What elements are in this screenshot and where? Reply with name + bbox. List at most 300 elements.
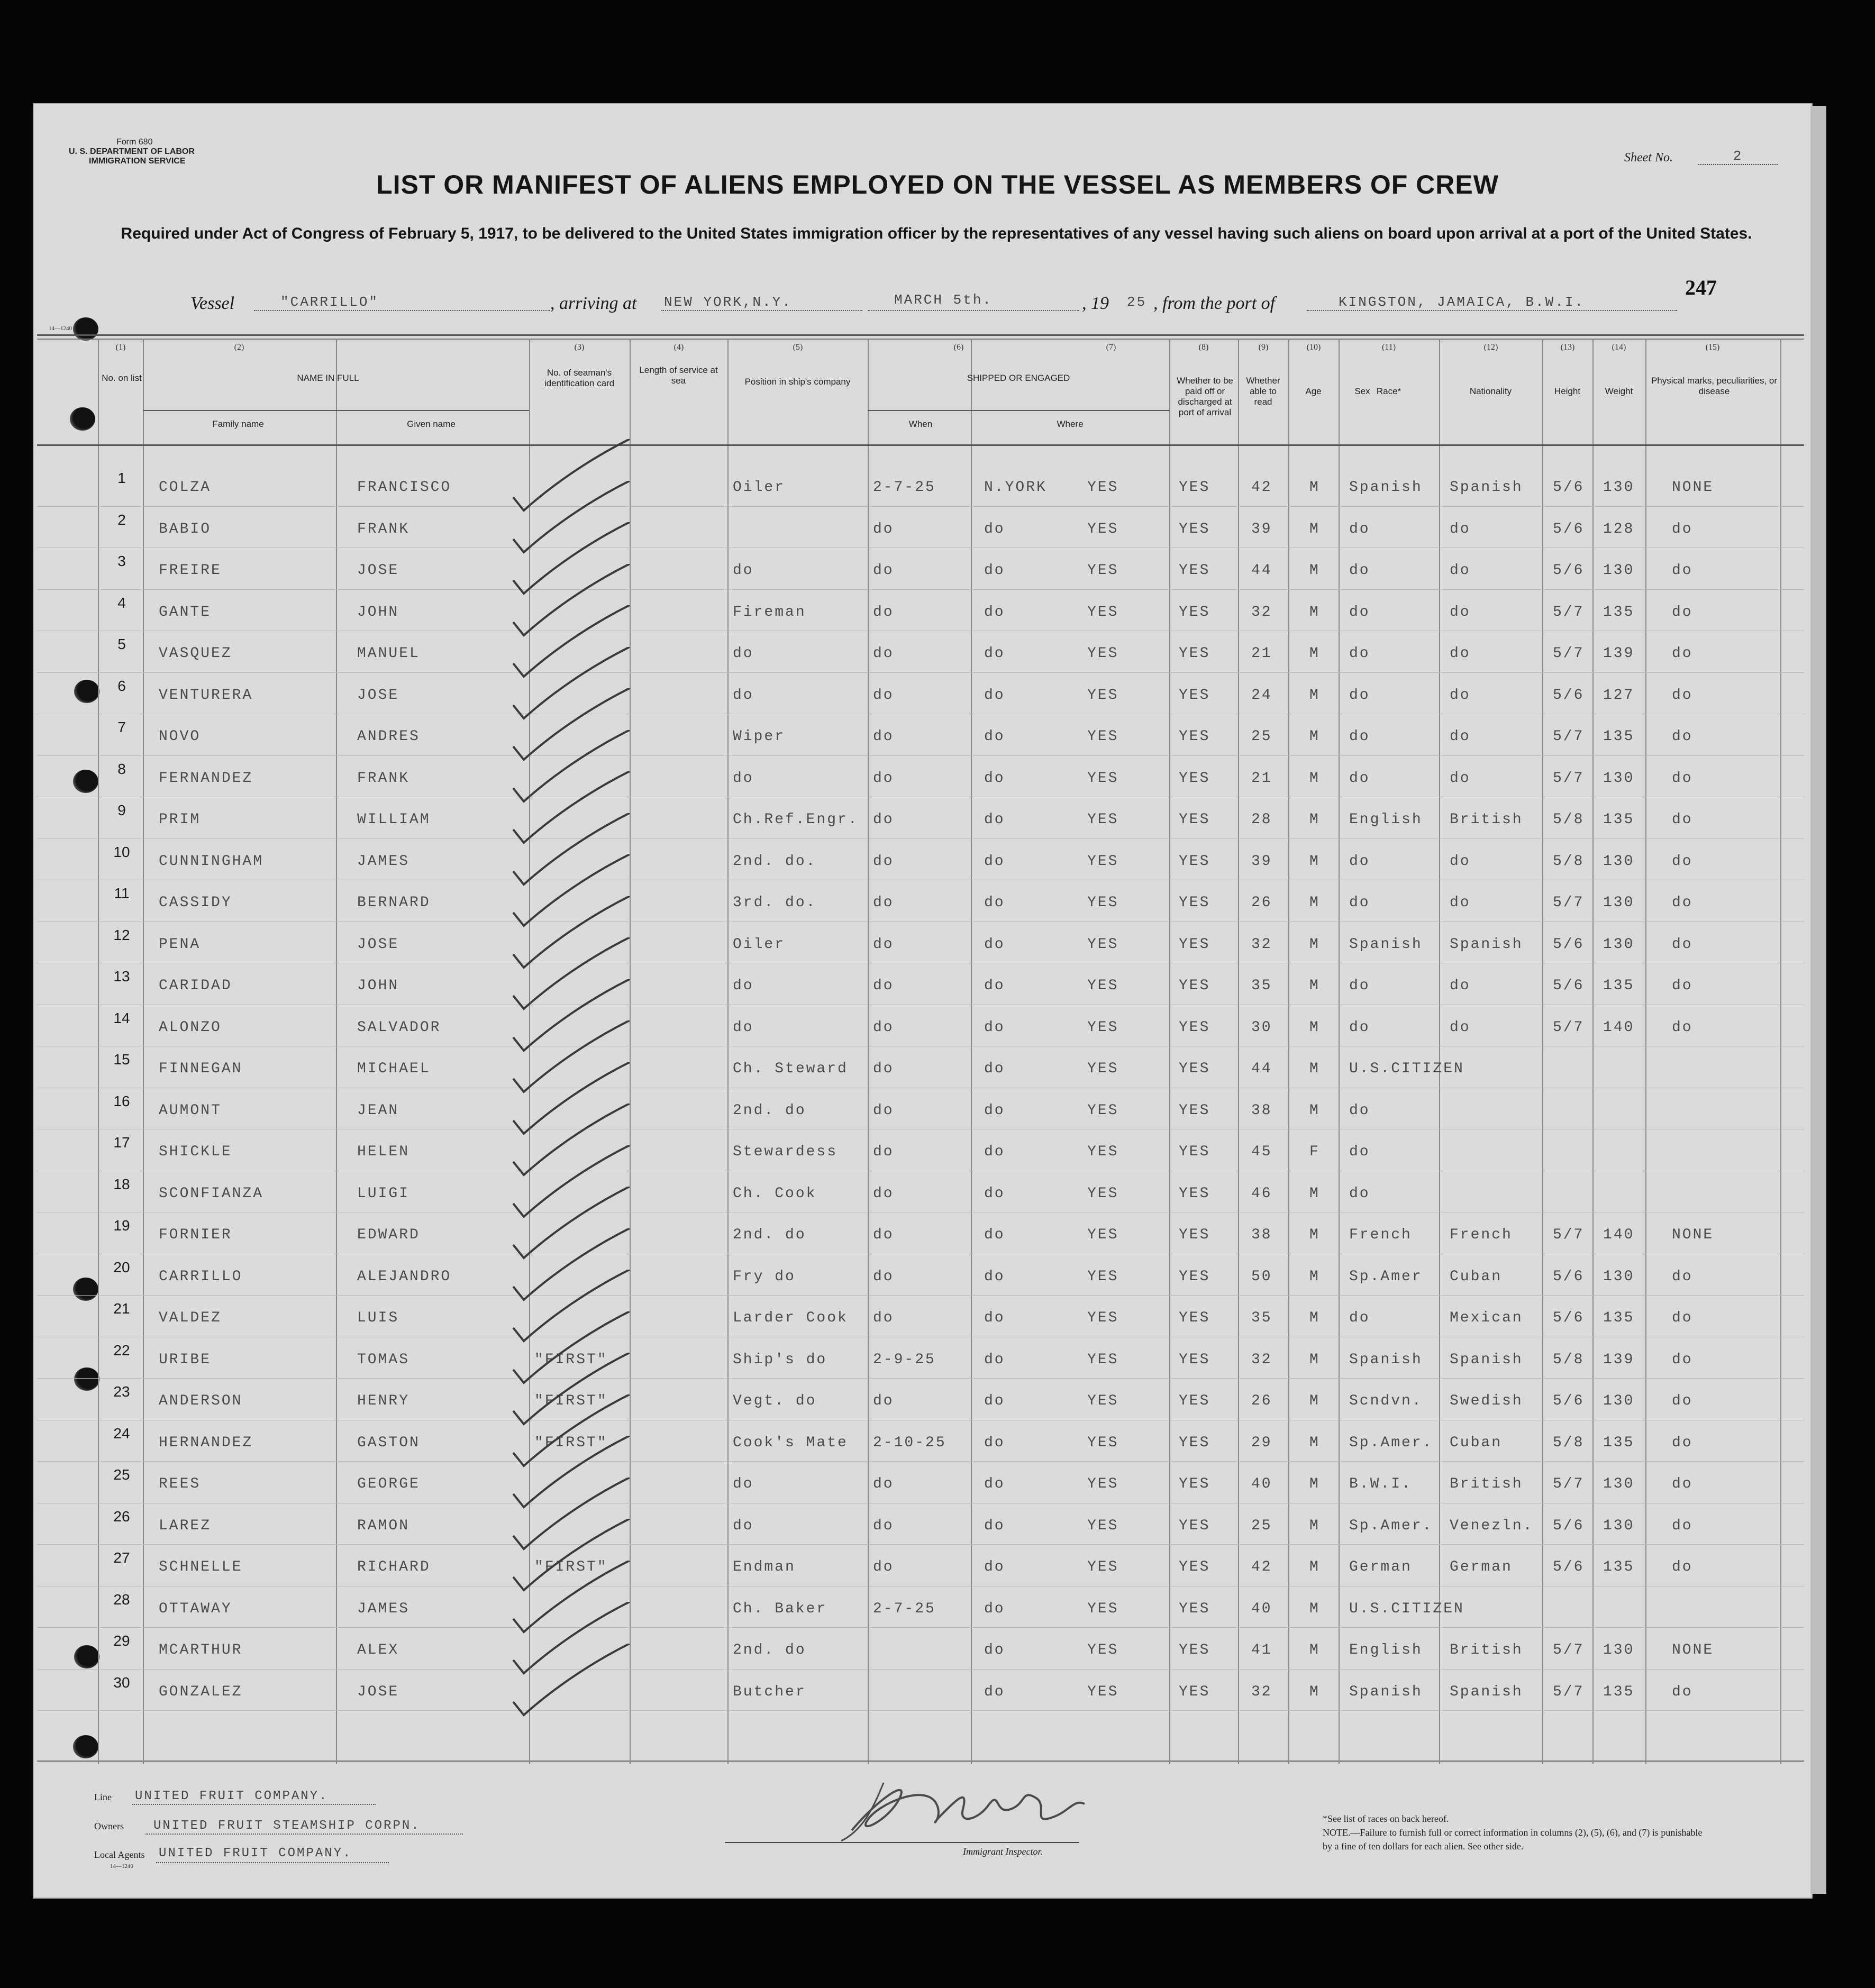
cell-nationality: Spanish <box>1450 479 1523 496</box>
cell-sex: M <box>1309 728 1320 745</box>
cell-sex: M <box>1309 1185 1320 1202</box>
cell-paid: YES <box>1087 1683 1119 1700</box>
column-number: (8) <box>1198 343 1209 352</box>
cell-given: JOSE <box>357 687 399 704</box>
cell-given: ALEJANDRO <box>357 1268 452 1285</box>
cell-nationality: Spanish <box>1450 1683 1523 1700</box>
top-rule <box>37 334 1804 336</box>
cell-age: 38 <box>1251 1227 1272 1243</box>
cell-weight: 130 <box>1603 1268 1635 1285</box>
cell-age: 45 <box>1251 1144 1272 1160</box>
cell-paid: YES <box>1087 1393 1119 1409</box>
line-label: Line <box>94 1792 112 1802</box>
arrival-year: 25 <box>1127 294 1147 310</box>
row-number: 18 <box>113 1175 130 1192</box>
cell-sex: M <box>1309 479 1320 496</box>
header-height: Height <box>1554 386 1581 396</box>
cell-family: URIBE <box>159 1351 212 1368</box>
note-text: —Failure to furnish full or correct information in columns (2), (5), (6), and (7) is punishable by a fine of ten dollars for each alien. See other side. <box>1323 1827 1703 1852</box>
cell-where: do <box>984 1434 1005 1451</box>
cell-weight: 135 <box>1603 1310 1635 1326</box>
agents-label: Local Agents <box>94 1849 145 1860</box>
row-rule <box>37 1710 1804 1711</box>
cell-read: YES <box>1179 1683 1210 1700</box>
cell-weight: 130 <box>1603 479 1635 496</box>
cell-family: OTTAWAY <box>159 1600 232 1617</box>
cell-sex: M <box>1309 811 1320 828</box>
cell-position: do <box>733 1517 754 1534</box>
cell-age: 35 <box>1251 1310 1272 1326</box>
cell-read: YES <box>1179 1600 1210 1617</box>
cell-where: do <box>984 728 1005 745</box>
cell-nationality: British <box>1450 1476 1523 1492</box>
column-rule <box>1542 339 1543 1764</box>
punch-hole <box>74 1367 99 1391</box>
cell-height: 5/6 <box>1553 1310 1585 1326</box>
cell-race: do <box>1349 562 1370 579</box>
column-number: (15) <box>1705 343 1720 352</box>
cell-marks: do <box>1672 1559 1693 1575</box>
row-number: 23 <box>113 1383 130 1400</box>
column-number: (14) <box>1612 343 1626 352</box>
cell-sex: M <box>1309 770 1320 787</box>
cell-position: Butcher <box>733 1683 806 1700</box>
cell-family: FERNANDEZ <box>159 770 253 787</box>
cell-family: CARIDAD <box>159 978 232 994</box>
cell-when: do <box>873 1019 894 1036</box>
cell-given: LUIS <box>357 1310 399 1326</box>
cell-age: 25 <box>1251 1517 1272 1534</box>
cell-where: do <box>984 770 1005 787</box>
cell-weight: 130 <box>1603 936 1635 953</box>
header-age: Age <box>1305 386 1322 396</box>
cell-when: do <box>873 728 894 745</box>
cell-read: YES <box>1179 1434 1210 1451</box>
column-rule <box>143 339 144 1764</box>
header-race: Race* <box>1376 386 1401 396</box>
cell-weight: 135 <box>1603 1559 1635 1575</box>
cell-marks: do <box>1672 1476 1693 1492</box>
cell-sex: M <box>1309 1351 1320 1368</box>
cell-when: do <box>873 1144 894 1160</box>
cell-where: do <box>984 1559 1005 1575</box>
cell-when: do <box>873 1268 894 1285</box>
cell-age: 30 <box>1251 1019 1272 1036</box>
cell-paid: YES <box>1087 1268 1119 1285</box>
cell-paid: YES <box>1087 1019 1119 1036</box>
cell-where: do <box>984 1102 1005 1119</box>
row-number: 20 <box>113 1259 130 1275</box>
cell-given: MANUEL <box>357 645 420 662</box>
cell-given: JEAN <box>357 1102 399 1119</box>
column-rule <box>1645 339 1646 1764</box>
cell-family: BABIO <box>159 521 212 537</box>
punch-hole <box>73 1278 98 1301</box>
cell-marks: NONE <box>1672 1227 1714 1243</box>
cell-given: TOMAS <box>357 1351 410 1368</box>
cell-when: do <box>873 645 894 662</box>
row-rule <box>37 1669 1804 1670</box>
cell-height: 5/7 <box>1553 728 1585 745</box>
cell-race: U.S.CITIZEN <box>1349 1061 1464 1077</box>
cell-paid: YES <box>1087 1517 1119 1534</box>
cell-where: do <box>984 1061 1005 1077</box>
cell-paid: YES <box>1087 1351 1119 1368</box>
line-underline <box>132 1804 376 1805</box>
header-given: Given name <box>407 419 456 429</box>
cell-given: BERNARD <box>357 895 431 911</box>
top-rule-thin <box>37 339 1804 340</box>
cell-age: 26 <box>1251 1393 1272 1409</box>
cell-paid: YES <box>1087 521 1119 537</box>
column-number: (13) <box>1560 343 1575 352</box>
cell-sex: M <box>1309 1434 1320 1451</box>
cell-when: do <box>873 521 894 537</box>
column-rule <box>1592 339 1594 1764</box>
column-rule <box>1780 339 1781 1764</box>
cell-nationality: Cuban <box>1450 1268 1503 1285</box>
departure-port: KINGSTON, JAMAICA, B.W.I. <box>1339 294 1585 310</box>
cell-family: MCARTHUR <box>159 1642 243 1658</box>
cell-where: do <box>984 853 1005 870</box>
cell-read: YES <box>1179 521 1210 537</box>
cell-paid: YES <box>1087 1476 1119 1492</box>
cell-weight: 139 <box>1603 1351 1635 1368</box>
cell-paid: YES <box>1087 1227 1119 1243</box>
cell-when: do <box>873 853 894 870</box>
header-when: When <box>908 419 933 429</box>
cell-given: LUIGI <box>357 1185 410 1202</box>
cell-race: Spanish <box>1349 1683 1423 1700</box>
row-number: 15 <box>113 1051 130 1068</box>
cell-when: 2-10-25 <box>873 1434 946 1451</box>
cell-race: German <box>1349 1559 1412 1575</box>
cell-when: do <box>873 1185 894 1202</box>
vessel-label: Vessel <box>190 294 235 313</box>
service-name: IMMIGRATION SERVICE <box>89 157 186 166</box>
cell-race: do <box>1349 1102 1370 1119</box>
vessel-name: "CARRILLO" <box>280 294 379 310</box>
cell-height: 5/6 <box>1553 1559 1585 1575</box>
cell-paid: YES <box>1087 1642 1119 1658</box>
cell-marks: do <box>1672 687 1693 704</box>
cell-where: do <box>984 521 1005 537</box>
page-number: 247 <box>1685 276 1717 299</box>
cell-where: do <box>984 1517 1005 1534</box>
punch-hole <box>74 1645 99 1668</box>
column-number: (11) <box>1381 343 1396 352</box>
cell-weight: 140 <box>1603 1227 1635 1243</box>
cell-when: do <box>873 1227 894 1243</box>
note-label: NOTE. <box>1323 1827 1351 1838</box>
cell-weight: 130 <box>1603 1393 1635 1409</box>
cell-paid: YES <box>1087 1559 1119 1575</box>
cell-family: VASQUEZ <box>159 645 232 662</box>
cell-family: SCHNELLE <box>159 1559 243 1575</box>
cell-given: ALEX <box>357 1642 399 1658</box>
cell-race: do <box>1349 1310 1370 1326</box>
cell-height: 5/7 <box>1553 770 1585 787</box>
cell-height: 5/8 <box>1553 1351 1585 1368</box>
cell-position: Fry do <box>733 1268 796 1285</box>
cell-weight: 139 <box>1603 645 1635 662</box>
cell-when: do <box>873 1517 894 1534</box>
cell-where: do <box>984 1310 1005 1326</box>
cell-sex: M <box>1309 687 1320 704</box>
cell-nationality: Swedish <box>1450 1393 1523 1409</box>
row-number: 12 <box>113 926 130 943</box>
header-name: NAME IN FULL <box>297 373 359 383</box>
cell-height: 5/7 <box>1553 1683 1585 1700</box>
cell-when: do <box>873 811 894 828</box>
column-rule <box>727 339 729 1764</box>
cell-where: do <box>984 1185 1005 1202</box>
cell-read: YES <box>1179 562 1210 579</box>
owners-value: UNITED FRUIT STEAMSHIP CORPN. <box>153 1819 421 1833</box>
cell-paid: YES <box>1087 895 1119 911</box>
cell-sex: M <box>1309 1268 1320 1285</box>
row-number: 28 <box>113 1591 130 1608</box>
cell-position: do <box>733 1019 754 1036</box>
cell-family: GANTE <box>159 604 212 621</box>
cell-marks: do <box>1672 1268 1693 1285</box>
cell-position: Cook's Mate <box>733 1434 848 1451</box>
column-number: (5) <box>793 343 803 352</box>
races-note: *See list of races on back hereof. <box>1323 1813 1449 1824</box>
cell-nationality: do <box>1450 604 1471 621</box>
cell-sex: M <box>1309 895 1320 911</box>
cell-nationality: French <box>1450 1227 1513 1243</box>
cell-family: CASSIDY <box>159 895 232 911</box>
cell-family: ALONZO <box>159 1019 222 1036</box>
cell-sex: M <box>1309 1600 1320 1617</box>
cell-height: 5/6 <box>1553 1517 1585 1534</box>
column-number: (3) <box>574 343 585 352</box>
cell-marks: do <box>1672 645 1693 662</box>
cell-family: FORNIER <box>159 1227 232 1243</box>
cell-weight: 130 <box>1603 853 1635 870</box>
cell-given: JOHN <box>357 978 399 994</box>
cell-age: 50 <box>1251 1268 1272 1285</box>
line-value: UNITED FRUIT COMPANY. <box>135 1789 329 1803</box>
cell-marks: NONE <box>1672 1642 1714 1658</box>
cell-height: 5/6 <box>1553 562 1585 579</box>
shipped-subrule <box>868 410 1169 411</box>
cell-read: YES <box>1179 1351 1210 1368</box>
row-number: 13 <box>113 968 130 984</box>
cell-height: 5/6 <box>1553 687 1585 704</box>
cell-sex: M <box>1309 521 1320 537</box>
cell-nationality: do <box>1450 853 1471 870</box>
header-position: Position in ship's company <box>744 377 851 387</box>
cell-read: YES <box>1179 1185 1210 1202</box>
cell-position: 2nd. do <box>733 1227 806 1243</box>
row-rule <box>37 1627 1804 1628</box>
sheet-label: Sheet No. <box>1624 151 1673 165</box>
cell-where: do <box>984 1600 1005 1617</box>
cell-where: do <box>984 687 1005 704</box>
cell-paid: YES <box>1087 1310 1119 1326</box>
cell-where: do <box>984 562 1005 579</box>
cell-read: YES <box>1179 1517 1210 1534</box>
header-read: Whether able to read <box>1246 376 1280 407</box>
cell-given: WILLIAM <box>357 811 431 828</box>
cell-position: do <box>733 645 754 662</box>
cell-race: Spanish <box>1349 479 1423 496</box>
sheet-edge <box>1810 106 1826 1894</box>
cell-position: 2nd. do <box>733 1102 806 1119</box>
cell-sex: M <box>1309 562 1320 579</box>
cell-read: YES <box>1179 1310 1210 1326</box>
row-number: 26 <box>113 1508 130 1525</box>
cell-read: YES <box>1179 1268 1210 1285</box>
cell-height: 5/8 <box>1553 1434 1585 1451</box>
cell-position: Larder Cook <box>733 1310 848 1326</box>
cell-where: do <box>984 1476 1005 1492</box>
cell-weight: 127 <box>1603 687 1635 704</box>
cell-position: Ch.Ref.Engr. <box>733 811 859 828</box>
cell-position: Oiler <box>733 479 786 496</box>
cell-weight: 130 <box>1603 895 1635 911</box>
cell-age: 24 <box>1251 687 1272 704</box>
cell-when: do <box>873 562 894 579</box>
cell-when: do <box>873 1061 894 1077</box>
cell-race: Spanish <box>1349 1351 1423 1368</box>
cell-family: PENA <box>159 936 201 953</box>
row-number: 30 <box>113 1674 130 1691</box>
cell-paid: YES <box>1087 1061 1119 1077</box>
cell-read: YES <box>1179 895 1210 911</box>
cell-paid: YES <box>1087 479 1119 496</box>
row-rule <box>37 1544 1804 1545</box>
form-number: Form 680 <box>116 138 153 147</box>
arriving-underline <box>661 310 862 311</box>
cell-position: do <box>733 1476 754 1492</box>
cell-paid: YES <box>1087 853 1119 870</box>
cell-sex: M <box>1309 1642 1320 1658</box>
bottom-rule <box>37 1761 1804 1762</box>
cell-family: PRIM <box>159 811 201 828</box>
column-number: (12) <box>1483 343 1498 352</box>
cell-family: FREIRE <box>159 562 222 579</box>
cell-race: do <box>1349 1185 1370 1202</box>
cell-position: 2nd. do <box>733 1642 806 1658</box>
cell-read: YES <box>1179 1227 1210 1243</box>
cell-nationality: Mexican <box>1450 1310 1523 1326</box>
cell-nationality: Venezln. <box>1450 1517 1534 1534</box>
inspector-signature <box>820 1767 1095 1846</box>
cell-when: do <box>873 604 894 621</box>
row-rule <box>37 1378 1804 1379</box>
cell-given: JOSE <box>357 936 399 953</box>
agents-value: UNITED FRUIT COMPANY. <box>159 1846 352 1861</box>
column-rule <box>98 339 99 1764</box>
cell-read: YES <box>1179 770 1210 787</box>
row-rule <box>37 1295 1804 1296</box>
header-where: Where <box>1057 419 1084 429</box>
cell-race: English <box>1349 1642 1423 1658</box>
column-rule <box>868 339 869 1764</box>
cell-height: 5/7 <box>1553 1019 1585 1036</box>
cell-nationality: German <box>1450 1559 1513 1575</box>
footer-note <box>1323 1812 1704 1853</box>
cell-read: YES <box>1179 1476 1210 1492</box>
cell-marks: do <box>1672 562 1693 579</box>
cell-sex: M <box>1309 1683 1320 1700</box>
column-rule <box>1339 339 1340 1764</box>
cell-sex: M <box>1309 853 1320 870</box>
cell-family: HERNANDEZ <box>159 1434 253 1451</box>
row-number: 27 <box>113 1549 130 1566</box>
cell-read: YES <box>1179 853 1210 870</box>
column-number: (1) <box>115 343 126 352</box>
cell-marks: do <box>1672 1393 1693 1409</box>
cell-weight: 135 <box>1603 604 1635 621</box>
column-rule <box>1288 339 1289 1764</box>
cell-where: do <box>984 1144 1005 1160</box>
cell-given: FRANCISCO <box>357 479 452 496</box>
column-number: (9) <box>1258 343 1269 352</box>
cell-when: do <box>873 1102 894 1119</box>
header-id-card: No. of seaman's identification card <box>544 368 615 388</box>
cell-marks: do <box>1672 895 1693 911</box>
cell-paid: YES <box>1087 728 1119 745</box>
cell-position: 2nd. do. <box>733 853 817 870</box>
cell-given: JOSE <box>357 1683 399 1700</box>
cell-marks: do <box>1672 728 1693 745</box>
cell-paid: YES <box>1087 645 1119 662</box>
cell-race: do <box>1349 853 1370 870</box>
sheet-number: 2 <box>1698 148 1778 165</box>
cell-height: 5/7 <box>1553 645 1585 662</box>
cell-read: YES <box>1179 1642 1210 1658</box>
cell-read: YES <box>1179 978 1210 994</box>
corner-form-code: 14—1240 <box>49 325 72 332</box>
name-subrule <box>143 410 529 411</box>
cell-nationality: do <box>1450 728 1471 745</box>
column-rule <box>1169 339 1170 1764</box>
cell-given: JOHN <box>357 604 399 621</box>
cell-when: do <box>873 895 894 911</box>
cell-race: do <box>1349 895 1370 911</box>
cell-position: Vegt. do <box>733 1393 817 1409</box>
cell-marks: do <box>1672 853 1693 870</box>
cell-given: GEORGE <box>357 1476 420 1492</box>
row-rule <box>37 838 1804 839</box>
cell-read: YES <box>1179 1019 1210 1036</box>
cell-position: do <box>733 687 754 704</box>
cell-given: JAMES <box>357 1600 410 1617</box>
cell-age: 32 <box>1251 1351 1272 1368</box>
cell-given: HELEN <box>357 1144 410 1160</box>
cell-given: JAMES <box>357 853 410 870</box>
cell-sex: M <box>1309 1019 1320 1036</box>
cell-read: YES <box>1179 645 1210 662</box>
cell-height: 5/7 <box>1553 1642 1585 1658</box>
cell-position: Wiper <box>733 728 786 745</box>
agents-underline <box>156 1862 389 1863</box>
row-number: 14 <box>113 1009 130 1026</box>
cell-age: 39 <box>1251 521 1272 537</box>
cell-race: Sp.Amer. <box>1349 1434 1433 1451</box>
cell-race: do <box>1349 687 1370 704</box>
cell-weight: 130 <box>1603 562 1635 579</box>
cell-paid: YES <box>1087 687 1119 704</box>
cell-sex: M <box>1309 1310 1320 1326</box>
punch-hole <box>74 680 99 703</box>
cell-sex: M <box>1309 936 1320 953</box>
cell-when: do <box>873 1310 894 1326</box>
